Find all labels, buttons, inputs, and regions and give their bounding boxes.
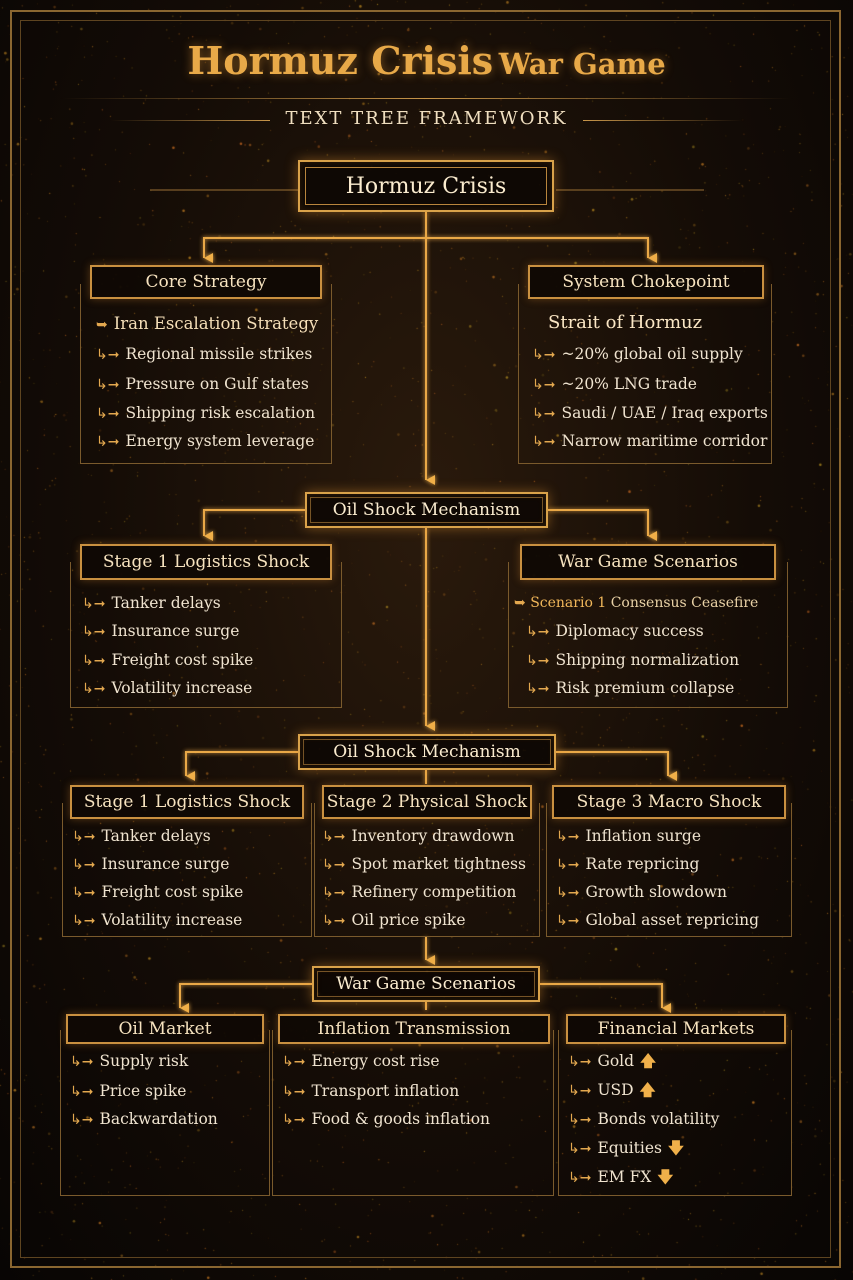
core-strategy-item: ↳➞ Regional missile strikes <box>96 345 313 363</box>
scenario-1-item: ↳➞ Risk premium collapse <box>526 679 735 697</box>
system-chokepoint-heading: System Chokepoint <box>528 265 764 299</box>
stage3-item: ↳➞ Inflation surge <box>556 827 702 845</box>
stage3-item: ↳➞ Global asset repricing <box>556 911 760 929</box>
stage1-item-b: ↳➞ Insurance surge <box>72 855 230 873</box>
war-game-scenarios-heading-a: War Game Scenarios <box>520 544 776 580</box>
core-strategy-item: ↳➞ Pressure on Gulf states <box>96 375 309 393</box>
system-chokepoint-item: ↳➞ ~20% global oil supply <box>532 345 743 363</box>
stage2-item: ↳➞ Inventory drawdown <box>322 827 515 845</box>
financial-markets-item: ↳➞ Bonds volatility <box>568 1110 720 1128</box>
page-subtitle: TEXT TREE FRAMEWORK <box>285 108 568 129</box>
inflation-transmission-item: ↳➞ Energy cost rise <box>282 1052 440 1070</box>
inflation-transmission-item: ↳➞ Transport inflation <box>282 1082 460 1100</box>
stage1-item-a: ↳➞ Freight cost spike <box>82 651 254 669</box>
stage1-item-b: ↳➞ Tanker delays <box>72 827 211 845</box>
stage3-heading: Stage 3 Macro Shock <box>552 785 786 819</box>
financial-markets-item: ↳➞ EM FX 🡇 <box>568 1168 674 1186</box>
core-strategy-heading: Core Strategy <box>90 265 322 299</box>
page-title: Hormuz Crisis War Game <box>187 38 666 83</box>
inflation-transmission-heading: Inflation Transmission <box>278 1014 550 1044</box>
oil-market-item: ↳➞ Supply risk <box>70 1052 189 1070</box>
arrow-up-icon: 🡅 <box>639 1081 656 1099</box>
arrow-up-icon: 🡅 <box>640 1052 656 1070</box>
system-chokepoint-item: ↳➞ Saudi / UAE / Iraq exports <box>532 404 768 422</box>
financial-markets-item: ↳➞ Equities 🡇 <box>568 1139 684 1157</box>
inflation-transmission-item: ↳➞ Food & goods inflation <box>282 1110 491 1128</box>
title-divider <box>60 98 793 99</box>
core-strategy-lead: ➥ Iran Escalation Strategy <box>96 314 319 333</box>
stage3-item: ↳➞ Rate repricing <box>556 855 700 873</box>
scenario-1-lead: ➥ Scenario 1 Consensus Ceasefire <box>514 595 759 611</box>
system-chokepoint-item: ↳➞ ~20% LNG trade <box>532 375 697 393</box>
root-node: Hormuz Crisis <box>298 160 554 212</box>
stage2-item: ↳➞ Oil price spike <box>322 911 466 929</box>
stage1-item-a: ↳➞ Tanker delays <box>82 594 221 612</box>
oil-market-heading: Oil Market <box>66 1014 264 1044</box>
stage1-item-a: ↳➞ Insurance surge <box>82 622 240 640</box>
war-game-scenarios-node: War Game Scenarios <box>312 966 540 1002</box>
scenario-1-item: ↳➞ Shipping normalization <box>526 651 740 669</box>
stage2-heading: Stage 2 Physical Shock <box>322 785 532 819</box>
stage1-item-b: ↳➞ Volatility increase <box>72 911 243 929</box>
stage3-item: ↳➞ Growth slowdown <box>556 883 728 901</box>
oil-shock-node-1: Oil Shock Mechanism <box>305 492 548 528</box>
stage1-heading-a: Stage 1 Logistics Shock <box>80 544 332 580</box>
financial-markets-heading: Financial Markets <box>566 1014 786 1044</box>
core-strategy-item: ↳➞ Energy system leverage <box>96 432 315 450</box>
stage1-item-b: ↳➞ Freight cost spike <box>72 883 244 901</box>
arrow-down-icon: 🡇 <box>657 1168 674 1186</box>
financial-markets-item: ↳➞ Gold 🡅 <box>568 1052 656 1070</box>
stage2-item: ↳➞ Refinery competition <box>322 883 517 901</box>
system-chokepoint-item: ↳➞ Narrow maritime corridor <box>532 432 768 450</box>
scenario-1-item: ↳➞ Diplomacy success <box>526 622 704 640</box>
stage1-item-a: ↳➞ Volatility increase <box>82 679 253 697</box>
oil-shock-node-2: Oil Shock Mechanism <box>298 734 556 770</box>
financial-markets-item: ↳➞ USD 🡅 <box>568 1081 656 1099</box>
oil-market-item: ↳➞ Backwardation <box>70 1110 218 1128</box>
stage1-heading-b: Stage 1 Logistics Shock <box>70 785 304 819</box>
core-strategy-item: ↳➞ Shipping risk escalation <box>96 404 316 422</box>
system-chokepoint-lead: Strait of Hormuz <box>548 312 703 333</box>
stage2-item: ↳➞ Spot market tightness <box>322 855 526 873</box>
oil-market-item: ↳➞ Price spike <box>70 1082 187 1100</box>
arrow-down-icon: 🡇 <box>667 1139 684 1157</box>
